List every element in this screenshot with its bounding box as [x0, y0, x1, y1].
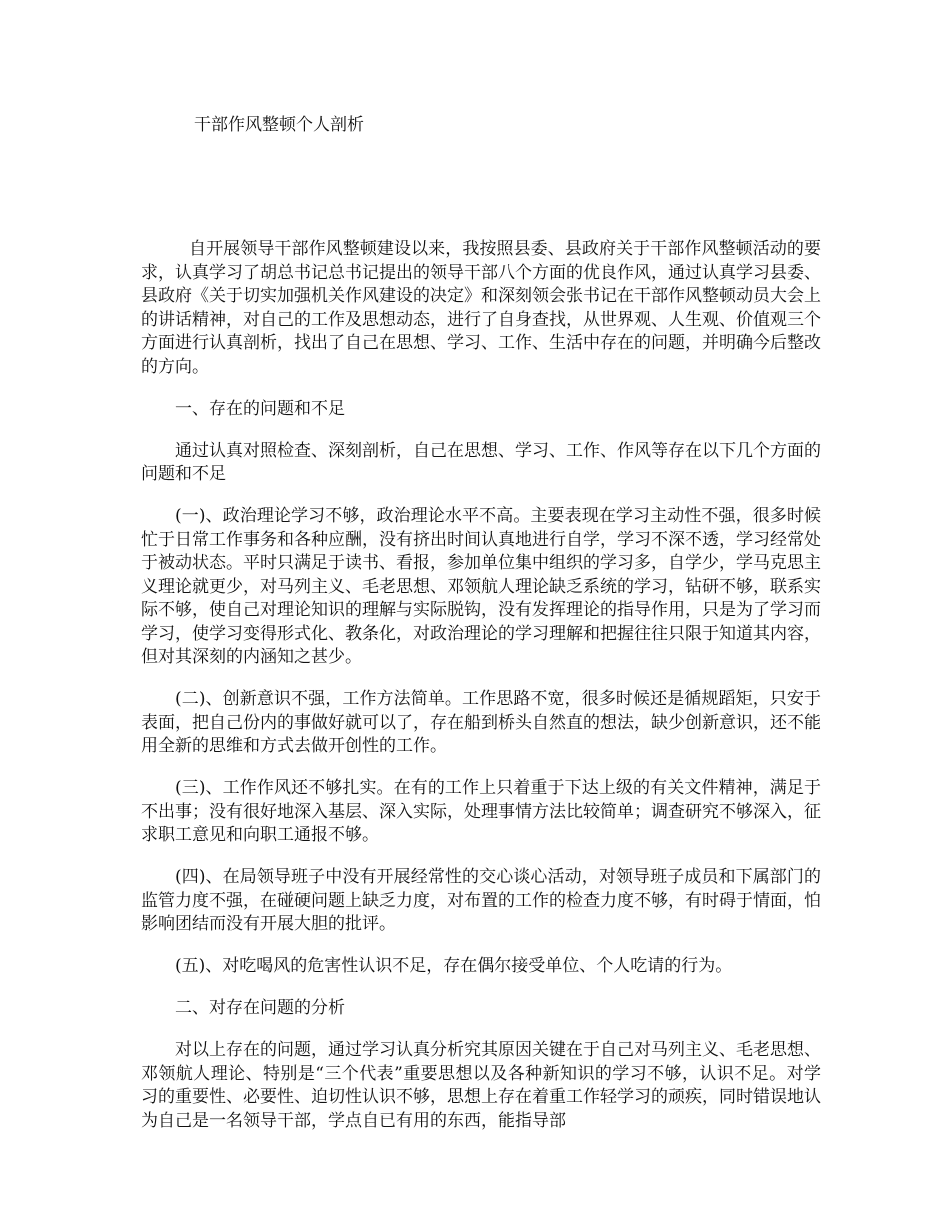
- problem-item-4: (四)、在局领导班子中没有开展经常性的交心谈心活动，对领导班子成员和下属部门的监管力度不强，在碰硬问题上缺乏力度，对布置的工作的检查力度不够，有时碍于情面，怕影响团结而没有开展大胆的批评。: [141, 867, 821, 934]
- problem-item-2: (二)、创新意识不强，工作方法简单。工作思路不宽，很多时候还是循规蹈矩，只安于表面，把自己份内的事做好就可以了，存在船到桥头自然直的想法，缺少创新意识，还不能用全新的思维和方式去做开创性的工作。: [141, 689, 821, 756]
- problems-intro-paragraph: 通过认真对照检查、深刻剖析，自己在思想、学习、工作、作风等存在以下几个方面的问题和不足: [141, 440, 821, 484]
- section-heading-analysis: 二、对存在问题的分析: [175, 998, 345, 1018]
- intro-paragraph: 自开展领导干部作风整顿建设以来，我按照县委、县政府关于干部作风整顿活动的要求，认真学习了胡总书记总书记提出的领导干部八个方面的优良作风，通过认真学习县委、县政府《关于切实加强机关作风建设的决定》和深刻领会张书记在干部作风整顿动员大会上的讲话精神，对自己的工作及思想动态，进行了自身查找，从世界观、人生观、价值观三个方面进行认真剖析，找出了自己在思想、学习、工作、生活中存在的问题，并明确今后整改的方向。: [141, 239, 821, 377]
- problem-item-1: (一)、政治理论学习不够，政治理论水平不高。主要表现在学习主动性不强，很多时候忙于日常工作事务和各种应酬，没有挤出时间认真地进行自学，学习不深不透，学习经常处于被动状态。平时只满足于读书、看报，参加单位集中组织的学习多，自学少，学马克思主义理论就更少，对马列主义、毛老思想、邓领航人理论缺乏系统的学习，钻研不够，联系实际不够，使自己对理论知识的理解与实际脱钩，没有发挥理论的指导作用，只是为了学习而学习，使学习变得形式化、教条化，对政治理论的学习理解和把握往往只限于知道其内容，但对其深刻的内涵知之甚少。: [141, 506, 821, 667]
- document-title: 干部作风整顿个人剖析: [194, 115, 364, 135]
- problem-item-3: (三)、工作作风还不够扎实。在有的工作上只着重于下达上级的有关文件精神，满足于不出事；没有很好地深入基层、深入实际，处理事情方法比较简单；调查研究不够深入，征求职工意见和向职工通报不够。: [141, 778, 821, 845]
- section-heading-problems: 一、存在的问题和不足: [175, 398, 345, 419]
- problem-item-5: (五)、对吃喝风的危害性认识不足，存在偶尔接受单位、个人吃请的行为。: [175, 956, 733, 976]
- document-body: [141, 238, 821, 1133]
- analysis-paragraph: 对以上存在的问题，通过学习认真分析究其原因关键在于自己对马列主义、毛老思想、邓领航人理论、特别是“三个代表”重要思想以及各种新知识的学习不够，认识不足。对学习的重要性、必要性、迫切性认识不够，思想上存在着重工作轻学习的顽疾，同时错误地认为自己是一名领导干部，学点自已有用的东西，能指导部: [141, 1040, 821, 1131]
